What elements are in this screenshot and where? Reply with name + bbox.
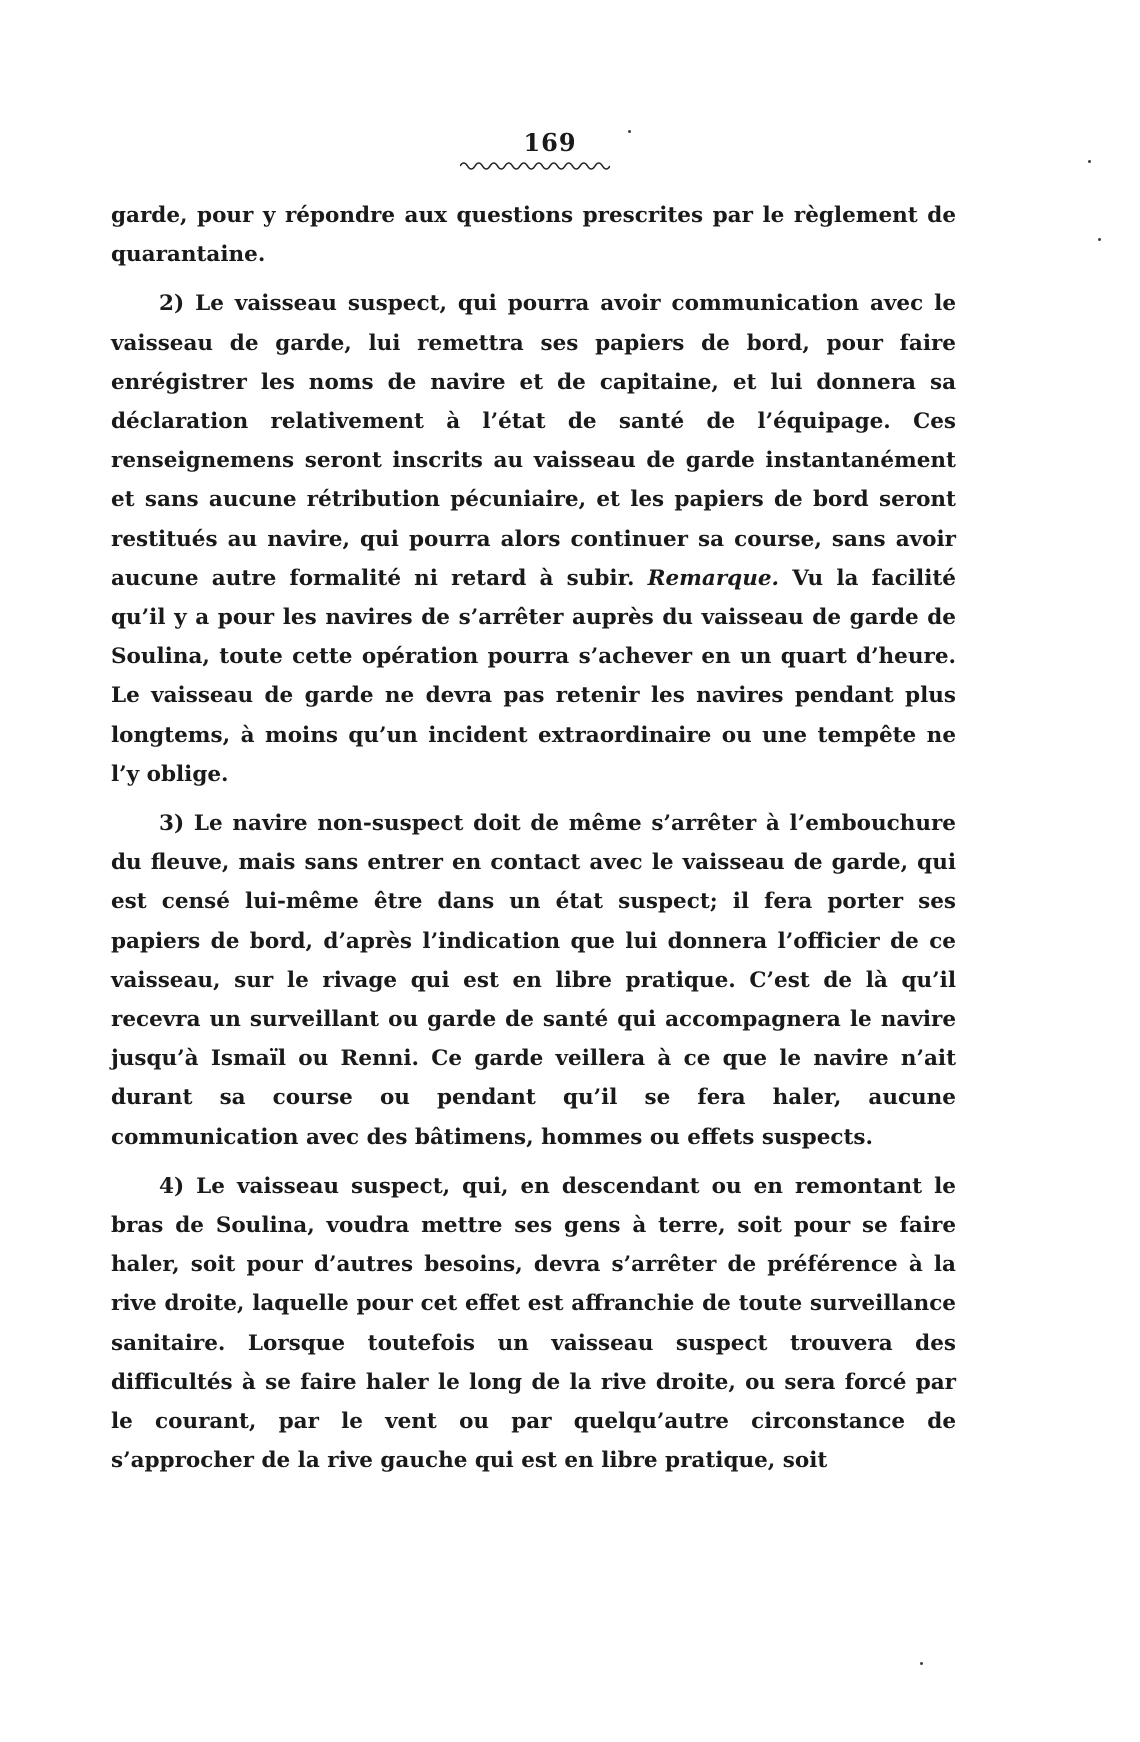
scan-speck [1088, 160, 1091, 163]
scan-speck [920, 1662, 923, 1665]
scan-speck [1098, 238, 1101, 241]
paragraph-text: garde, pour y répondre aux questions prescrites par le règlement de quarantaine. [111, 203, 956, 268]
paragraph-article-4 [111, 1167, 956, 1481]
paragraph-text: 3) Le navire non-suspect doit de même s’arrêter à l’embouchure du fleuve, mais sans entrer en contact avec le vaisseau de garde, qui est censé lui-même être dans un état suspect; il fera porter ses papiers de bord, d’après l’indication que lui donnera l’officier de ce vaisseau, sur le rivage qui est en libre pratique. C’est de là qu’il recevra un surveillant ou garde de santé qui accompagnera le navire jusqu’à Ismaïl ou Renni. Ce garde veillera à ce que le navire n’ait durant sa course ou pendant qu’il se fera haler, aucune communication avec des bâtimens, hommes ou effets suspects. [111, 811, 956, 1150]
remark-label: Remarque. [647, 565, 780, 591]
page-header [0, 128, 1140, 157]
paragraph-text-after-remark: Vu la facilité qu’il y a pour les navires de s’arrêter auprès du vaisseau de garde de Soulina, toute cette opération pourra s’achever en un quart d’heure. Le vaisseau de garde ne devra pas retenir les navires pendant plus longtems, à moins qu’un incident extraordinaire ou une tempête ne l’y oblige. [111, 565, 956, 787]
paragraph-article-3 [111, 804, 956, 1157]
page-number: 169 [523, 128, 577, 157]
paragraph-text: 2) Le vaisseau suspect, qui pourra avoir communication avec le vaisseau de garde, lui remettra ses papiers de bord, pour faire enrégistrer les noms de navire et de capitaine, et lui donnera sa déclaration relativement à l’état de santé de l’équipage. Ces renseignemens seront inscrits au vaisseau de garde instantanément et sans aucune rétribution pécuniaire, et les papiers de bord seront restitués au navire, qui pourra alors continuer sa course, sans avoir aucune autre formalité ni retard à subir. [111, 291, 956, 591]
paragraph-continuation [111, 196, 956, 274]
paragraph-text: 4) Le vaisseau suspect, qui, en descendant ou en remontant le bras de Soulina, voudra mettre ses gens à terre, soit pour se faire haler, soit pour d’autres besoins, devra s’arrêter de préférence à la rive droite, laquelle pour cet effet est affranchie de toute surveillance sanitaire. Lorsque toutefois un vaisseau suspect trouvera des difficultés à se faire haler le long de la rive droite, ou sera forcé par le courant, par le vent ou par quelqu’autre circonstance de s’approcher de la rive gauche qui est en libre pratique, soit [111, 1173, 956, 1474]
scan-speck [628, 130, 631, 133]
paragraph-article-2 [111, 284, 956, 794]
wavy-rule-ornament [460, 160, 610, 172]
body-text [111, 196, 956, 1481]
